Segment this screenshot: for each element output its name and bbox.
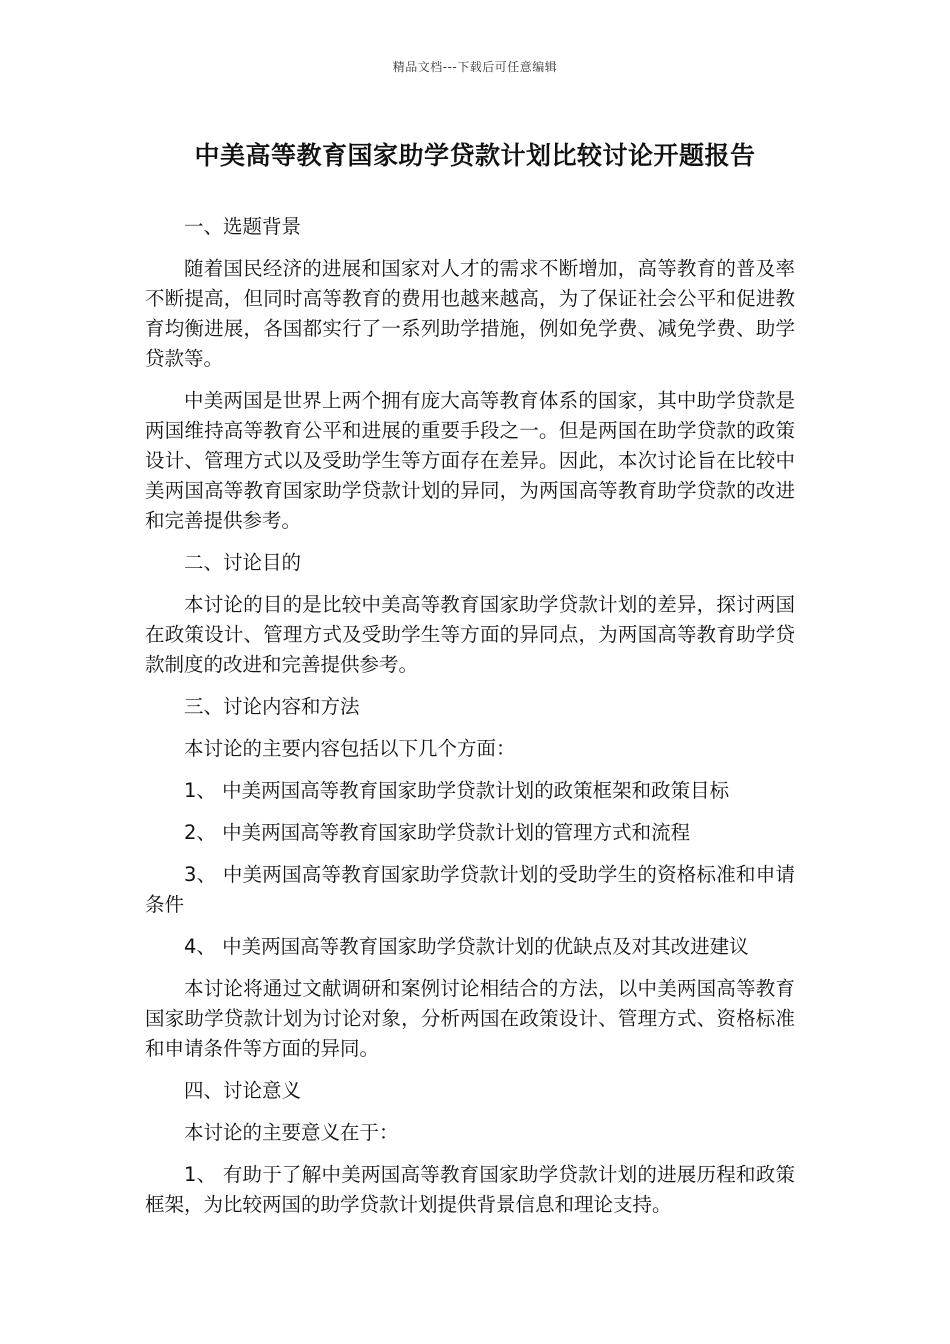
list-item: 2、 中美两国高等教育国家助学贷款计划的管理方式和流程 xyxy=(184,821,691,844)
paragraph: 随着国民经济的进展和国家对人才的需求不断增加，高等教育的普及率不断提高，但同时高等教育的费用也越来越高，为了保证社会公平和促进教育均衡进展，各国都实行了一系列助学措施，例如免学费、减免学费、助学贷款等。 xyxy=(145,257,795,370)
paragraph: 本讨论将通过文献调研和案例讨论相结合的方法，以中美两国高等教育国家助学贷款计划为讨论对象，分析两国在政策设计、管理方式、资格标准和申请条件等方面的异同。 xyxy=(145,977,795,1060)
paragraph: 本讨论的主要内容包括以下几个方面： xyxy=(184,737,516,760)
section-heading-content-method: 三、讨论内容和方法 xyxy=(184,695,360,718)
section-heading-purpose: 二、讨论目的 xyxy=(184,551,302,574)
document-body xyxy=(145,212,795,1232)
header-note: 精品文档---下载后可任意编辑 xyxy=(392,60,558,74)
list-item: 4、 中美两国高等教育国家助学贷款计划的优缺点及对其改进建议 xyxy=(184,935,749,958)
paragraph: 本讨论的目的是比较中美高等教育国家助学贷款计划的差异，探讨两国在政策设计、管理方式及受助学生等方面的异同点，为两国高等教育助学贷款制度的改进和完善提供参考。 xyxy=(145,593,795,676)
list-item: 1、 有助于了解中美两国高等教育国家助学贷款计划的进展历程和政策框架，为比较两国的助学贷款计划提供背景信息和理论支持。 xyxy=(145,1163,795,1216)
section-heading-significance: 四、讨论意义 xyxy=(184,1079,302,1102)
document-title: 中美高等教育国家助学贷款计划比较讨论开题报告 xyxy=(194,141,756,170)
paragraph: 本讨论的主要意义在于： xyxy=(184,1121,399,1144)
list-item: 1、 中美两国高等教育国家助学贷款计划的政策框架和政策目标 xyxy=(184,779,730,802)
section-heading-background: 一、选题背景 xyxy=(184,215,302,238)
list-item: 3、 中美两国高等教育国家助学贷款计划的受助学生的资格标准和申请条件 xyxy=(145,863,795,916)
paragraph: 中美两国是世界上两个拥有庞大高等教育体系的国家，其中助学贷款是两国维持高等教育公平和进展的重要手段之一。但是两国在助学贷款的政策设计、管理方式以及受助学生等方面存在差异。因此，本次讨论旨在比较中美两国高等教育国家助学贷款计划的异同，为两国高等教育助学贷款的改进和完善提供参考。 xyxy=(145,389,795,532)
